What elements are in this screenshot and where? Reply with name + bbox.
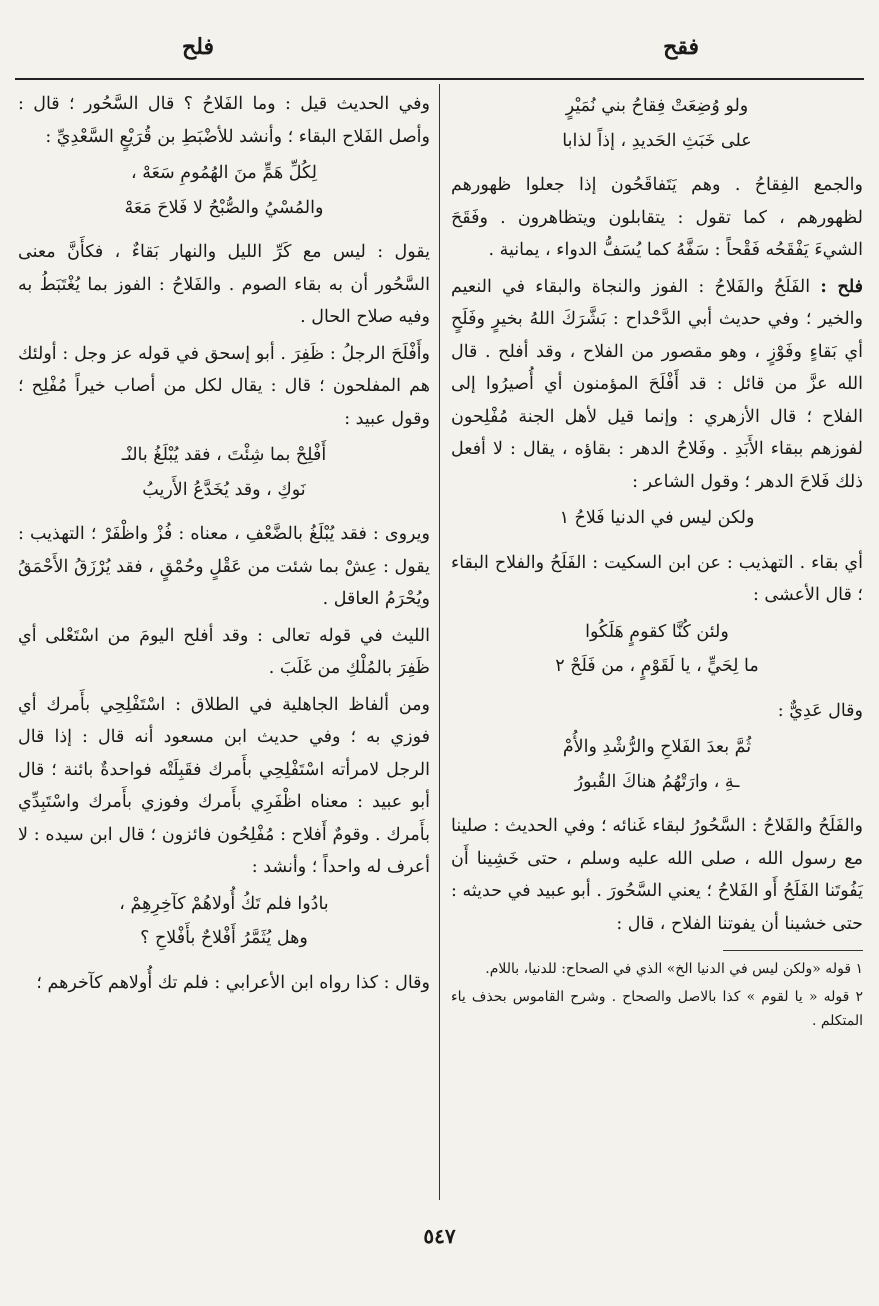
paragraph: والجمع الفِقاحُ . وهم يَتَفاقَحُون إذا جعلوا ظهورهم لظهورهم ، كما تقول : يتقابلون ويتظاهرون . وفَقَحَ الشيءَ يَفْقَحُه فَقْحاً : سَفَّهُ كما يُسَفُّ الدواء ، يمانية . <box>451 175 863 260</box>
verse-line: ثُمَّ بعدَ الفَلاحِ والرُّشْدِ والأُمْ <box>562 737 752 757</box>
entry-text: الفَلَحُ والفَلاحُ : الفوز والنجاة والبقاء في النعيم والخير ؛ وفي حديث أبي الدَّحْداح : بَشَّرَكَ اللهُ بخيرٍ وفَلَحٍ أي بَقاءٍ وفَوْزٍ ، وهو مقصور من الفلاح ، وقد أفلح . قال الله عزَّ من قائل : قد أَفْلَحَ المؤمنون أي أُصيرُوا إلى الفلاح ؛ قال الأزهري : وإنما قيل لأهل الجنة مُفْلِحون لفوزهم ببقاء الأَبَدِ . وفَلاحُ الدهر : بقاؤه ، يقال : لا أفعل ذلك فَلاحَ الدهر ؛ وقول الشاعر : <box>451 276 863 492</box>
right-column <box>451 88 863 1037</box>
header-left-root: فلح <box>182 34 215 60</box>
footnote-rule <box>723 950 863 951</box>
column-divider <box>439 84 440 1200</box>
verse-line: أَفْلِحْ بما شِئْتَ ، فقد يُبْلَغُ بالنْـ <box>121 445 327 465</box>
verse-line: ولئن كُنَّا كقومٍ هَلَكُوا <box>585 621 729 642</box>
paragraph: أي بقاء . التهذيب : عن ابن السكيت : الفَلَحُ والفلاح البقاء ؛ قال الأعشى : <box>451 552 863 605</box>
page-number: ٥٤٧ <box>423 1224 456 1248</box>
entry-headword: فلح : <box>820 276 863 297</box>
paragraph: وقال : كذا رواه ابن الأعرابي : فلم تك أُولاهم كآخرهم ؛ <box>36 972 430 993</box>
footnote: ١ قوله «ولكن ليس في الدنيا الخ» الذي في الصحاح: للدنيا، باللام. <box>485 961 863 977</box>
header-rule <box>15 78 864 80</box>
paragraph: والفَلَحُ والفَلاحُ : السَّحُورُ لبقاء غَنائه ؛ وفي الحديث : صلينا مع رسول الله ، صلى الله عليه وسلم ، حتى خَشِينا أَن يَفُوتَنا الفَلَحُ أَو الفَلاحُ ؛ يعني السَّحُورَ . أبو عبيد في حديثه : حتى خشينا أن يفوتنا الفلاح ، قال : <box>451 816 863 934</box>
paragraph: ويروى : فقد يُبْلَغُ بالضَّعْفِ ، معناه : فُزْ واظْفَرْ ؛ التهذيب : يقول : عِشْ بما شئت من عَقْلٍ وحُمْقٍ ، فقد يُرْزَقُ الأَحْمَقُ ويُحْرَمُ العاقل . <box>18 524 430 609</box>
verse-line: ولكن ليس في الدنيا فَلاحُ ١ <box>559 508 755 528</box>
paragraph: الليث في قوله تعالى : وقد أفلح اليومَ من اسْتَعْلى أي ظَفِرَ بالمُلْكِ من غَلَبَ . <box>18 625 430 678</box>
paragraph: وفي الحديث قيل : وما الفَلاحُ ؟ قال السَّحُور ؛ قال : وأصل الفَلاح البقاء ؛ وأنشد للأضْبَطِ بن قُرَيْعٍ السَّعْدِيِّ : <box>18 94 430 147</box>
verse-line: ـةِ ، وارَتْهُمُ هناكَ القُبورُ <box>574 771 740 792</box>
verse-line: وهل يُثَمَّرُ أَفْلاحٌ بأَفْلاحِ ؟ <box>140 928 308 948</box>
header-right-root: فقح <box>663 34 699 60</box>
verse-line: ولو وُضِعَتْ فِقاحُ بني نُمَيْرٍ <box>565 96 749 116</box>
verse-line: بادُوا فلم تَكُ أُولاهُمْ كآخِرِهِمْ ، <box>119 893 329 914</box>
footnote: ٢ قوله « يا لقوم » كذا بالاصل والصحاح . وشرح القاموس بحذف ياء المتكلم . <box>451 989 863 1029</box>
verse-line: لِكُلِّ هَمٍّ منَ الهُمُومِ سَعَهْ ، <box>130 163 318 183</box>
paragraph: وأَفْلَحَ الرجلُ : ظَفِرَ . أبو إسحق في قوله عز وجل : أولئك هم المفلحون ؛ قال : يقال لكل من أصاب خيراً مُفْلِح ؛ وقول عبيد : <box>18 343 430 429</box>
paragraph: ومن ألفاظ الجاهلية في الطلاق : اسْتَفْلِحِي بأَمرك أي فوزي به ؛ وفي حديث ابن مسعود أنه قال : إذا قال الرجل لامرأته اسْتَفْلِحِي بأَمرك فقَبِلَتْه فواحدةٌ بائنة ؛ قال أبو عبيد : معناه اظْفَرِي بأَمرك وفوزي بأَمرك واسْتَبِدِّي بأَمرك . وقومٌ أَفلاح : مُفْلِحُون فائزون ؛ قال ابن سيده : لا أعرف له واحداً ؛ وأنشد : <box>18 694 430 877</box>
verse-line: والمُسْيُ والصُّبْحُ لا فَلاحَ مَعَهْ <box>124 197 324 218</box>
paragraph: وقال عَدِيٌّ : <box>777 700 863 721</box>
verse-line: ما لِحَيٍّ ، يا لَقَوْمٍ ، من فَلَحْ ٢ <box>555 656 759 676</box>
paragraph: يقول : ليس مع كَرِّ الليل والنهار بَقاءٌ ، فكأَنَّ معنى السَّحُور أن به بقاء الصوم . والفَلاحُ : الفوز بما يُغْتَبَطُ به وفيه صلاح الحال . <box>18 242 430 327</box>
verse-line: على خَبَثِ الحَديدِ ، إذاً لذابا <box>562 130 752 151</box>
left-column <box>18 88 430 1003</box>
verse-line: نَوكِ ، وقد يُخَدَّعُ الأَريبُ <box>142 479 306 500</box>
entry-paragraph <box>451 271 863 499</box>
